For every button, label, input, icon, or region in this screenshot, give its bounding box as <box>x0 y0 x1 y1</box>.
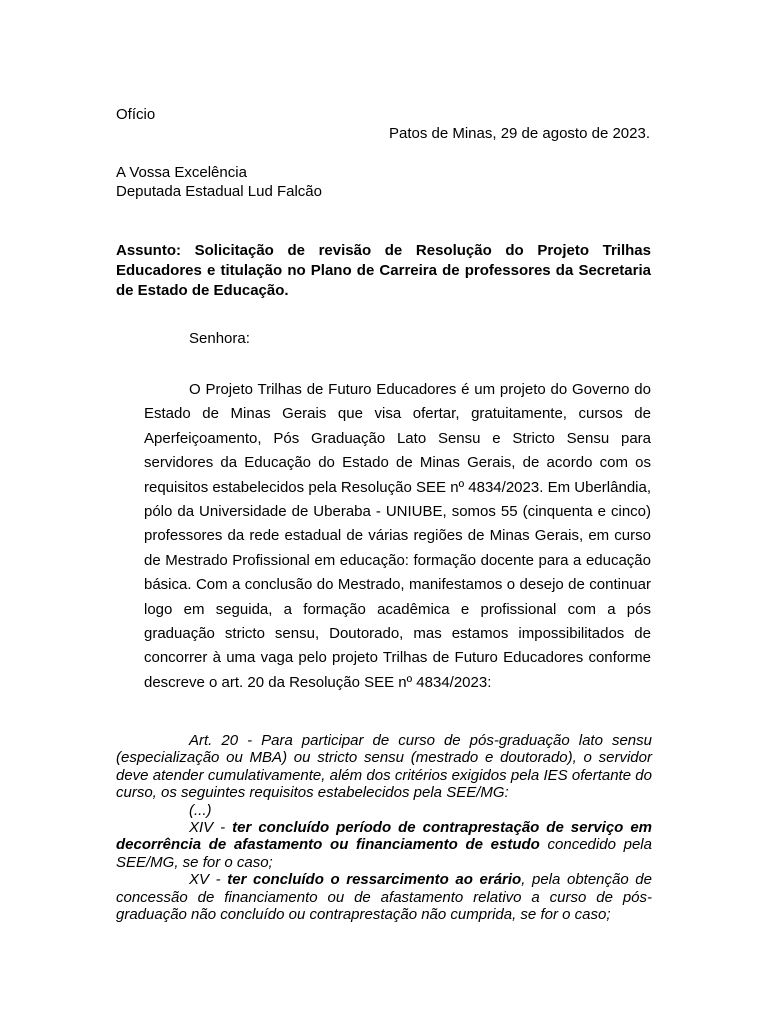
item-xiv-rest: concedido pela SEE/MG, se for o caso; <box>116 836 652 871</box>
subject: Assunto: Solicitação de revisão de Resolução do Projeto Trilhas Educadores e titulação no Plano de Carreira de professores da Secretaria de Estado de Educação. <box>116 242 651 299</box>
item-xiv-prefix: XIV - <box>189 819 233 837</box>
item-xiv-bold: ter concluído período de contraprestação de serviço em decorrência de afastamento ou financiamento de estudo <box>116 819 652 854</box>
body-paragraph: O Projeto Trilhas de Futuro Educadores é um projeto do Governo do Estado de Minas Gerais que visa ofertar, gratuitamente, cursos de Aperfeiçoamento, Pós Graduação Lato Sensu e Stricto Sensu para servidores da Educação do Estado de Minas Gerais, de acordo com os requisitos estabelecidos pela Resolução SEE nº 4834/2023. Em Uberlândia, pólo da Universidade de Uberaba - UNIUBE, somos 55 (cinquenta e cinco) professores da rede estadual de várias regiões de Minas Gerais, em curso de Mestrado Profissional em educação: formação docente para a educação básica. Com a conclusão do Mestrado, manifestamos o desejo de continuar logo em seguida, a formação acadêmica e profissional com a pós graduação stricto sensu, Doutorado, mas estamos impossibilitados de concorrer à uma vaga pelo projeto Trilhas de Futuro Educadores conforme descreve o art. 20 da Resolução SEE nº 4834/2023: <box>144 381 651 691</box>
place-and-date: Patos de Minas, 29 de agosto de 2023. <box>388 125 650 142</box>
addressee-title: A Vossa Excelência <box>116 164 247 181</box>
document-type: Ofício <box>116 106 156 123</box>
article-20-text: Art. 20 - Para participar de curso de pós-graduação lato sensu (especialização ou MBA) ou stricto sensu (mestrado e doutorado), o servidor deve atender cumulativamente, além dos critérios exigidos pela IES ofertante do curso, os seguintes requisitos estabelecidos pela SEE/MG: <box>116 732 652 802</box>
item-xv-bold: ter concluído o ressarcimento ao erário <box>227 871 522 889</box>
item-xv <box>116 871 652 923</box>
ellipsis: (...) <box>189 801 212 819</box>
quoted-article <box>116 732 652 923</box>
item-xv-rest: , pela obtenção de concessão de financiamento ou de afastamento relativo a curso de pós-graduação não concluído ou contraprestação não cumprida, se for o caso; <box>116 871 652 924</box>
item-xv-prefix: XV - <box>189 871 228 889</box>
salutation: Senhora: <box>189 330 250 347</box>
item-xiv <box>116 819 652 871</box>
addressee-name: Deputada Estadual Lud Falcão <box>116 183 322 200</box>
